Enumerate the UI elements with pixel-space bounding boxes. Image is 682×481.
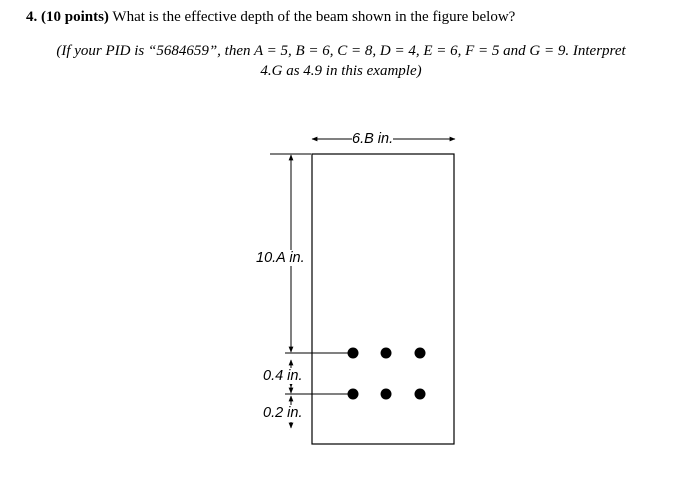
spacing-label: 0.2 in. bbox=[263, 405, 303, 421]
rebar bbox=[415, 348, 426, 359]
rebar bbox=[348, 348, 359, 359]
rebar bbox=[348, 389, 359, 400]
width-label: 6.B in. bbox=[352, 131, 394, 147]
pid-note-line-2: 4.G as 4.9 in this example) bbox=[260, 63, 422, 79]
height-label: 10.A in. bbox=[256, 250, 305, 266]
question-number: 4. bbox=[26, 9, 38, 25]
rebar bbox=[381, 389, 392, 400]
rebar bbox=[381, 348, 392, 359]
question-points: (10 points) bbox=[41, 9, 109, 25]
question-body: What is the effective depth of the beam shown in the figure below? bbox=[112, 9, 516, 25]
cover-label: 0.4 in. bbox=[263, 368, 303, 384]
beam-outline bbox=[312, 154, 454, 444]
pid-note-line-1: (If your PID is “5684659”, then A = 5, B = 6, C = 8, D = 4, E = 6, F = 5 and G = 9. Interpret bbox=[56, 43, 626, 59]
rebar bbox=[415, 389, 426, 400]
